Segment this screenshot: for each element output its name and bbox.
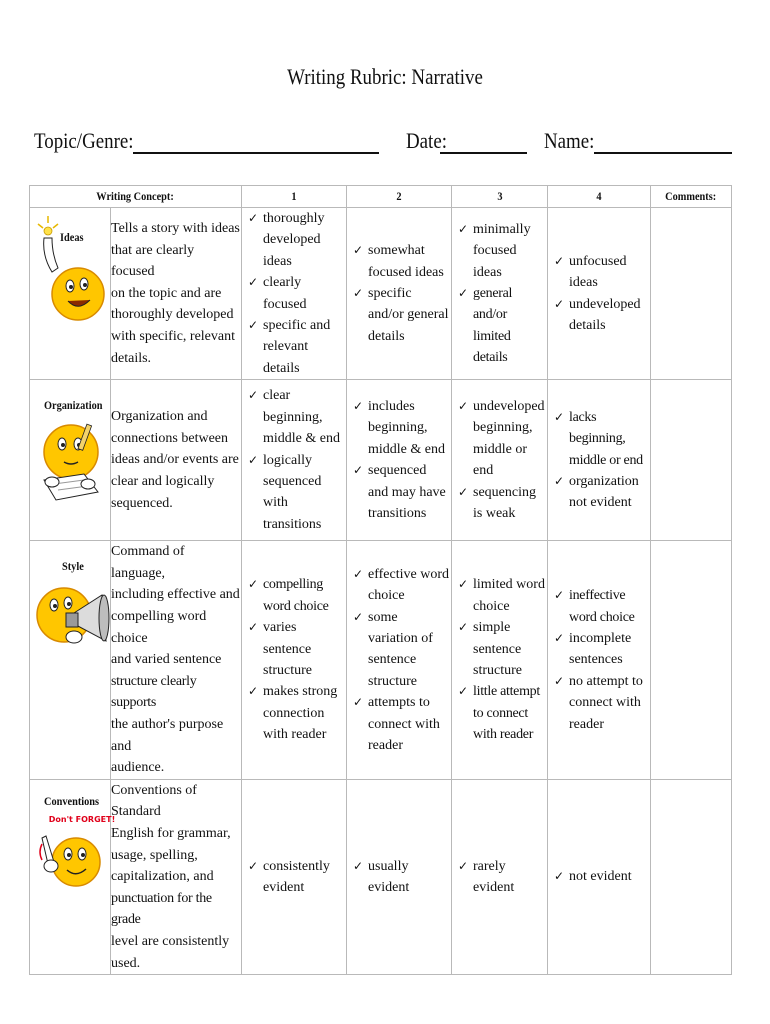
concept-description: Organization and connections between ideas and/or events are clear and logically sequenced.	[111, 380, 242, 541]
name-blank	[594, 152, 732, 154]
criterion: ✓ thoroughly developed ideas	[248, 208, 344, 272]
table-row	[30, 541, 732, 780]
table-row	[30, 779, 732, 974]
score-cell	[242, 541, 347, 780]
criterion: ✓ lacks beginning, middle or end	[554, 407, 648, 471]
header-score-3: 3	[452, 186, 548, 208]
score-cell	[548, 779, 651, 974]
score-cell	[347, 779, 452, 974]
score-cell	[548, 208, 651, 380]
criterion: ✓ general and/or limited details	[458, 283, 545, 369]
topic-genre-label: Topic/Genre:	[34, 128, 134, 153]
criterion: ✓ compelling word choice	[248, 574, 344, 617]
concept-name: Conventions	[44, 793, 100, 808]
criterion: ✓ little attempt to connect with reader	[458, 681, 545, 745]
score-cell	[242, 208, 347, 380]
concept-description: Command of language, including effective and compelling word choice and varied sentence structure clearly supports the author's purpose and audience.	[111, 541, 242, 780]
megaphone-smiley-icon	[34, 581, 110, 651]
concept-description: Conventions of Standard English for grammar, usage, spelling, capitalization, and punctuation for the grade level are consistently used.	[111, 779, 242, 974]
page-title: Writing Rubric: Narrative	[287, 64, 483, 89]
score-cell	[242, 779, 347, 974]
criterion: ✓ logically sequenced with transitions	[248, 450, 344, 536]
score-cell	[452, 541, 548, 780]
score-cell	[347, 208, 452, 380]
criterion: ✓ includes beginning, middle & end	[353, 396, 449, 460]
criterion: ✓ clearly focused	[248, 272, 344, 315]
score-cell	[452, 380, 548, 541]
table-row	[30, 208, 732, 380]
concept-name: Organization	[44, 398, 103, 413]
concept-conventions	[30, 779, 116, 974]
criterion: ✓ minimally focused ideas	[458, 219, 545, 283]
name-label: Name:	[544, 128, 595, 153]
comments-cell[interactable]	[651, 380, 732, 541]
criterion: ✓ makes strong connection with reader	[248, 681, 344, 745]
criterion: ✓ ineffective word choice	[554, 585, 648, 628]
date-blank	[440, 152, 527, 154]
criterion: ✓ sequencing is weak	[458, 482, 545, 525]
criterion: ✓ limited word choice	[458, 574, 545, 617]
header-score-4: 4	[548, 186, 651, 208]
topic-genre-field	[34, 128, 150, 154]
criterion: ✓ varies sentence structure	[248, 617, 344, 681]
criterion: ✓ organization not evident	[554, 471, 648, 514]
name-field	[544, 128, 603, 154]
date-label: Date:	[406, 128, 447, 153]
criterion: ✓ effective word choice	[353, 564, 449, 607]
header-comments: Comments:	[651, 186, 732, 208]
criterion: ✓ some variation of sentence structure	[353, 607, 449, 693]
concept-organization	[30, 380, 111, 541]
date-field	[406, 128, 454, 154]
header-score-2: 2	[347, 186, 452, 208]
score-cell	[452, 208, 548, 380]
dont-forget-smiley-icon	[36, 812, 116, 900]
comments-cell[interactable]	[651, 541, 732, 780]
criterion: ✓ somewhat focused ideas	[353, 240, 449, 283]
concept-ideas	[30, 208, 111, 380]
criterion: ✓ unfocused ideas	[554, 251, 648, 294]
criterion: ✓ simple sentence structure	[458, 617, 545, 681]
concept-description: Tells a story with ideas that are clearly focused on the topic and are thoroughly developed with specific, relevant details.	[111, 208, 242, 380]
criterion: ✓ sequenced and may have transitions	[353, 460, 449, 524]
score-cell	[242, 380, 347, 541]
score-cell	[347, 380, 452, 541]
dont-forget-text: Don't FORGET!	[48, 814, 116, 824]
concept-style	[30, 541, 111, 780]
table-header-row	[30, 186, 732, 208]
rubric-table	[29, 185, 732, 975]
score-cell	[548, 541, 651, 780]
criterion: ✓ attempts to connect with reader	[353, 692, 449, 756]
criterion: ✓ rarely evident	[458, 856, 545, 899]
score-cell	[347, 541, 452, 780]
criterion: ✓ clear beginning, middle & end	[248, 385, 344, 449]
comments-cell[interactable]	[651, 208, 732, 380]
table-row	[30, 380, 732, 541]
criterion: ✓ no attempt to connect with reader	[554, 671, 648, 735]
criterion: ✓ undeveloped beginning, middle or end	[458, 396, 545, 482]
criterion: ✓ consistently evident	[248, 856, 344, 899]
topic-genre-blank	[133, 152, 379, 154]
score-cell	[548, 380, 651, 541]
writing-smiley-icon	[38, 418, 104, 502]
criterion: ✓ undeveloped details	[554, 294, 648, 337]
criterion: ✓ specific and/or general details	[353, 283, 449, 347]
score-cell	[452, 779, 548, 974]
criterion: ✓ incomplete sentences	[554, 628, 648, 671]
header-writing-concept: Writing Concept:	[30, 186, 242, 208]
comments-cell[interactable]	[651, 779, 732, 974]
criterion: ✓ specific and relevant details	[248, 315, 344, 379]
criterion: ✓ not evident	[554, 866, 648, 887]
concept-name: Ideas	[60, 230, 84, 244]
criterion: ✓ usually evident	[353, 856, 449, 899]
header-score-1: 1	[242, 186, 347, 208]
concept-name: Style	[62, 559, 84, 574]
